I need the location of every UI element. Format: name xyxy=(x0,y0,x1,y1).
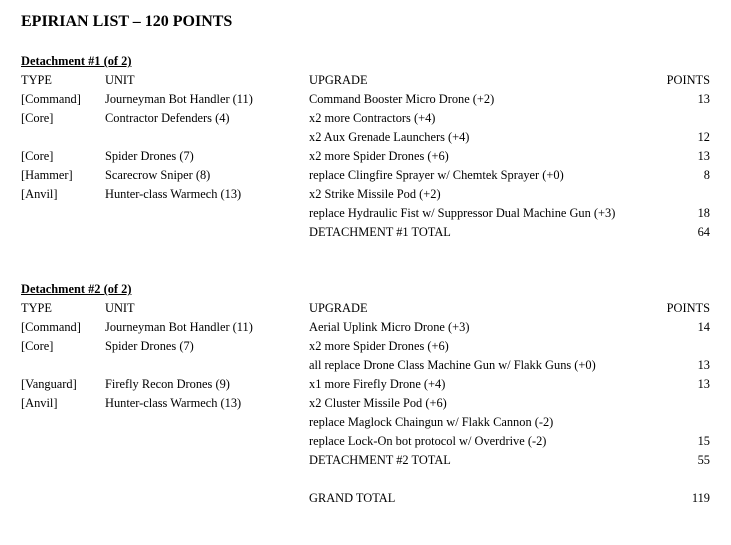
row-unit: Scarecrow Sniper (8) xyxy=(105,168,211,182)
row-unit: Spider Drones (7) xyxy=(105,339,194,353)
points-header: POINTS xyxy=(666,301,710,315)
table-row xyxy=(0,149,731,168)
row-unit: Journeyman Bot Handler (11) xyxy=(105,320,253,334)
table-row xyxy=(0,377,731,396)
row-upgrade: replace Lock-On bot protocol w/ Overdrive (-2) xyxy=(309,434,547,448)
row-unit: Firefly Recon Drones (9) xyxy=(105,377,230,391)
row-points: 18 xyxy=(697,206,710,220)
detachment-total-label: DETACHMENT #2 TOTAL xyxy=(309,453,451,467)
row-points: 13 xyxy=(697,92,710,106)
table-row xyxy=(0,111,731,130)
table-row xyxy=(0,339,731,358)
type-header: TYPE xyxy=(21,301,52,315)
row-unit: Journeyman Bot Handler (11) xyxy=(105,92,253,106)
row-unit: Spider Drones (7) xyxy=(105,149,194,163)
detachment-1-total-row xyxy=(0,225,731,244)
detachment-2-total-row xyxy=(0,453,731,472)
type-header: TYPE xyxy=(21,73,52,87)
row-type: [Command] xyxy=(21,92,81,106)
row-type: [Core] xyxy=(21,149,54,163)
row-type: [Vanguard] xyxy=(21,377,77,391)
detachment-1-heading: Detachment #1 (of 2) xyxy=(21,54,132,68)
row-type: [Anvil] xyxy=(21,396,58,410)
unit-header: UNIT xyxy=(105,301,135,315)
table-row xyxy=(0,168,731,187)
row-points: 13 xyxy=(697,358,710,372)
table-row xyxy=(0,92,731,111)
row-type: [Command] xyxy=(21,320,81,334)
table-row xyxy=(0,415,731,434)
grand-total-label: GRAND TOTAL xyxy=(309,491,396,505)
row-type: [Core] xyxy=(21,111,54,125)
table-row xyxy=(0,434,731,453)
grand-total-points: 119 xyxy=(691,491,710,505)
detachment-total-label: DETACHMENT #1 TOTAL xyxy=(309,225,451,239)
detachment-total-points: 55 xyxy=(697,453,710,467)
row-points: 13 xyxy=(697,377,710,391)
table-row xyxy=(0,187,731,206)
row-upgrade: all replace Drone Class Machine Gun w/ Flakk Guns (+0) xyxy=(309,358,596,372)
row-points: 12 xyxy=(697,130,710,144)
row-upgrade: x2 more Spider Drones (+6) xyxy=(309,339,449,353)
row-upgrade: replace Maglock Chaingun w/ Flakk Cannon (-2) xyxy=(309,415,554,429)
row-upgrade: replace Hydraulic Fist w/ Suppressor Dual Machine Gun (+3) xyxy=(309,206,616,220)
points-header: POINTS xyxy=(666,73,710,87)
table-row xyxy=(0,396,731,415)
row-unit: Hunter-class Warmech (13) xyxy=(105,396,242,410)
upgrade-header: UPGRADE xyxy=(309,301,368,315)
row-type: [Core] xyxy=(21,339,54,353)
upgrade-header: UPGRADE xyxy=(309,73,368,87)
detachment-total-points: 64 xyxy=(697,225,710,239)
row-unit: Contractor Defenders (4) xyxy=(105,111,230,125)
row-points: 14 xyxy=(697,320,710,334)
grand-total-row xyxy=(0,491,731,510)
row-type: [Hammer] xyxy=(21,168,73,182)
row-upgrade: x1 more Firefly Drone (+4) xyxy=(309,377,446,391)
row-upgrade: replace Clingfire Sprayer w/ Chemtek Sprayer (+0) xyxy=(309,168,564,182)
row-points: 8 xyxy=(703,168,710,182)
detachment-2-heading: Detachment #2 (of 2) xyxy=(21,282,132,296)
row-upgrade: x2 more Contractors (+4) xyxy=(309,111,436,125)
page-title: EPIRIAN LIST – 120 POINTS xyxy=(21,13,233,30)
unit-header: UNIT xyxy=(105,73,135,87)
table-row xyxy=(0,358,731,377)
row-type: [Anvil] xyxy=(21,187,58,201)
row-points: 15 xyxy=(697,434,710,448)
table-row xyxy=(0,206,731,225)
detachment-2-header-row xyxy=(0,301,731,320)
table-row xyxy=(0,320,731,339)
row-upgrade: x2 Cluster Missile Pod (+6) xyxy=(309,396,447,410)
row-upgrade: x2 Aux Grenade Launchers (+4) xyxy=(309,130,470,144)
table-row xyxy=(0,130,731,149)
row-upgrade: x2 more Spider Drones (+6) xyxy=(309,149,449,163)
row-points: 13 xyxy=(697,149,710,163)
row-upgrade: x2 Strike Missile Pod (+2) xyxy=(309,187,441,201)
row-unit: Hunter-class Warmech (13) xyxy=(105,187,242,201)
row-upgrade: Command Booster Micro Drone (+2) xyxy=(309,92,495,106)
detachment-1-header-row xyxy=(0,73,731,92)
row-upgrade: Aerial Uplink Micro Drone (+3) xyxy=(309,320,470,334)
